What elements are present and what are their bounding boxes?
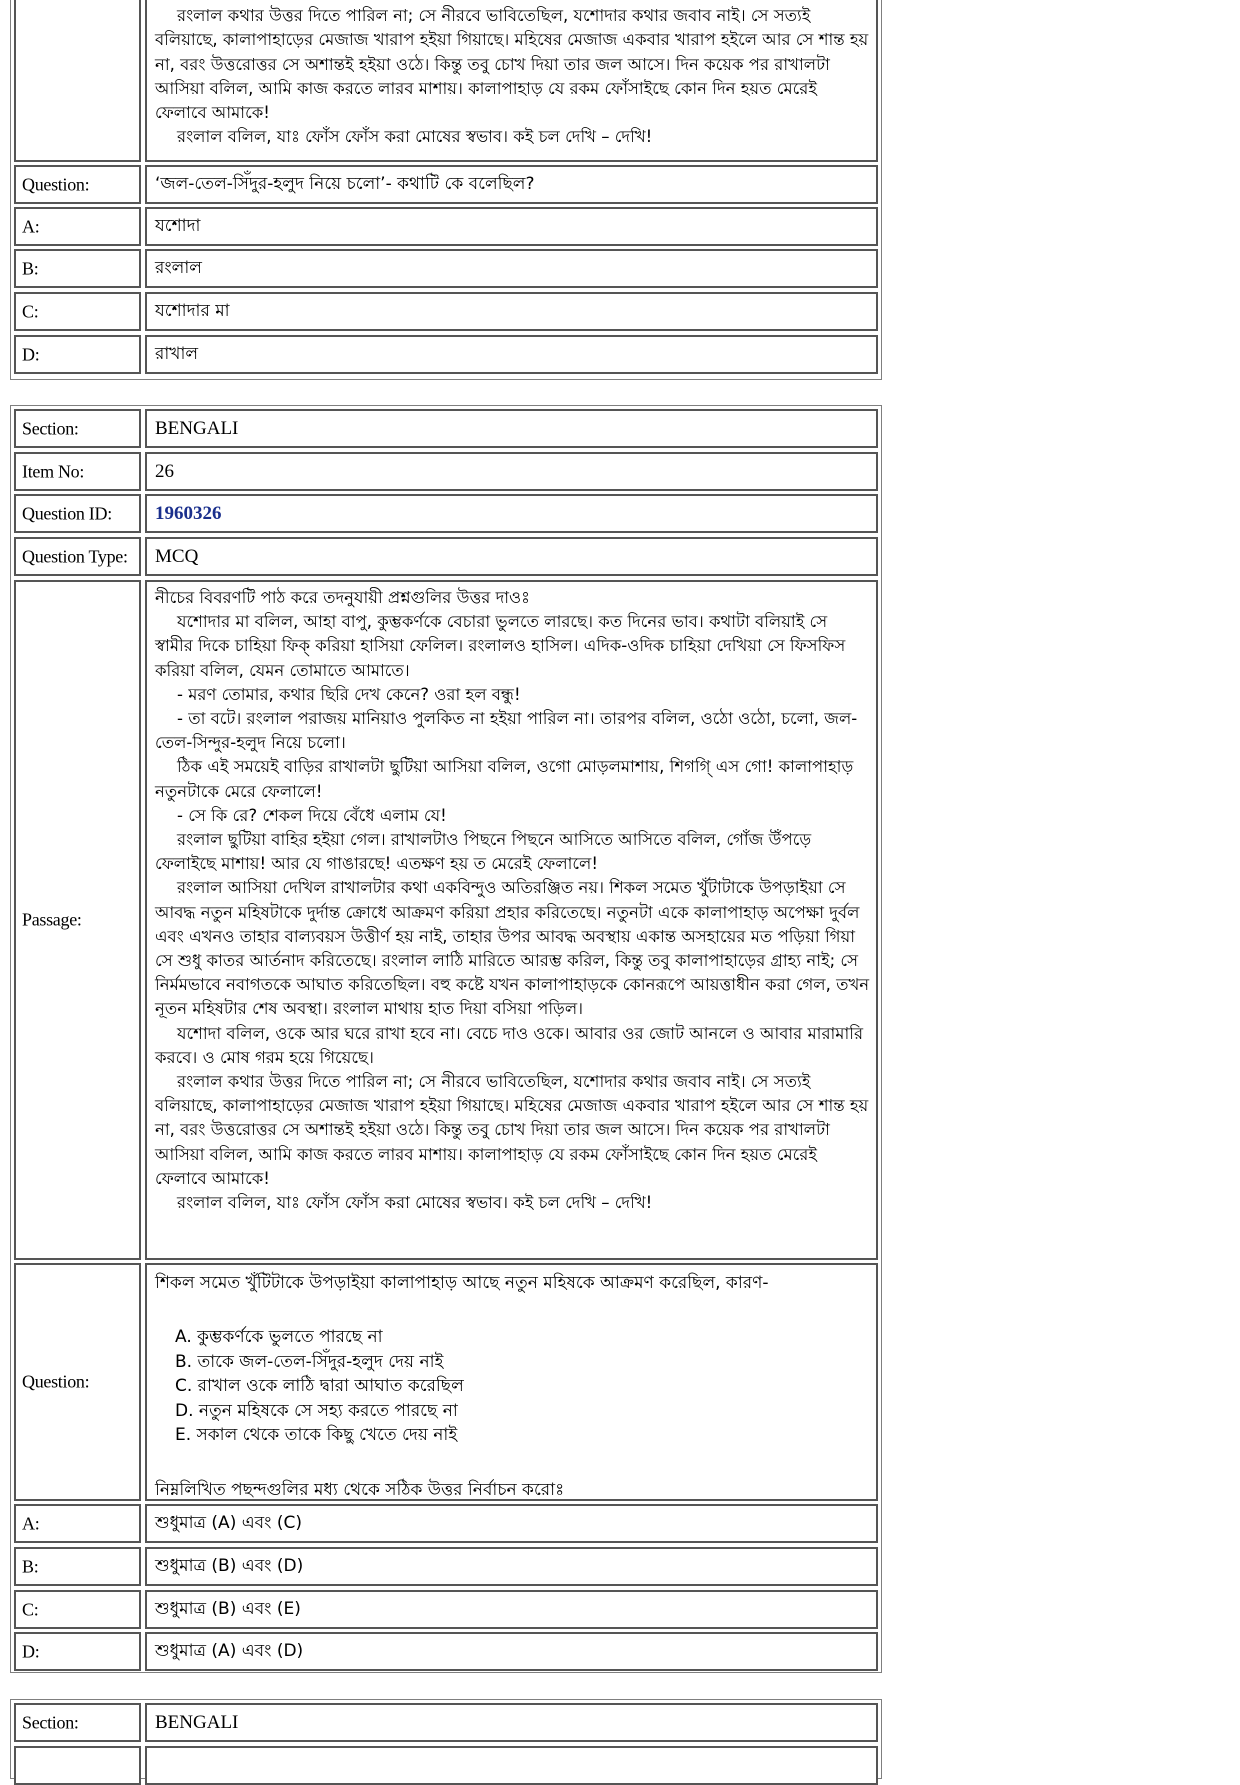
option-text: শুধুমাত্র (A) এবং (D) [155,1640,304,1661]
option-label-cell [14,207,141,246]
option-label-cell [14,1504,141,1543]
section-label-cell [14,1703,141,1742]
question-id-label-cell [14,494,141,533]
question-label: Question: [22,1371,90,1392]
passage-paragraph: - মরণ তোমার, কথার ছিরি দেখ কেনে? ওরা হল বন্ধু! [177,684,521,704]
passage-row [14,580,878,1260]
question-type-row [14,537,878,576]
option-cell [145,292,878,331]
question-text: ‘জল-তেল-সিঁদুর-হলুদ নিয়ে চলো’- কথাটি কে বলেছিল? [155,173,535,194]
section-value: BENGALI [155,417,239,439]
question-cell [145,1263,878,1501]
option-cell [145,249,878,288]
passage-paragraph: - তা বটে। রংলাল পরাজয় মানিয়াও পুলকিত না হইয়া পারিল না। তারপর বলিল, ওঠো ওঠো, চলো, জল-তেল-সিন্দুর-হলুদ নিয়ে চলো। [155,709,858,753]
item-no-cell [145,452,878,491]
passage-cell [145,580,878,1260]
item-no-label-cell [14,452,141,491]
option-label: A: [22,1513,40,1533]
option-text: শুধুমাত্র (B) এবং (E) [155,1598,301,1619]
passage-text [155,0,870,149]
passage-label-cell [14,580,141,1260]
question-statement: A. কুম্ভকর্ণকে ভুলতে পারছে না [175,1327,383,1347]
option-text: শুধুমাত্র (B) এবং (D) [155,1555,304,1576]
option-label-cell [14,1547,141,1586]
question-label-cell [14,1263,141,1501]
passage-paragraph: রংলাল বলিল, যাঃ ফোঁস ফোঁস করা মোষের স্বভাব। কই চল দেখি – দেখি! [177,1193,653,1213]
question-row [14,165,878,204]
option-cell [145,1547,878,1586]
option-label-cell [14,335,141,374]
section-value: BENGALI [155,1711,239,1733]
passage-paragraph: যশোদা বলিল, ওকে আর ঘরে রাখা হবে না। বেচে দাও ওকে। আবার ওর জোট আনলে ও আবার মারামারি করবে। ও মোষ গরম হয়ে গিয়েছে। [155,1023,864,1067]
question-id-row [14,494,878,533]
question-id-value: 1960326 [155,502,222,524]
question-block-previous [10,0,882,380]
option-row-a [14,1504,878,1543]
section-label: Section: [22,418,79,438]
question-cell [145,165,878,204]
option-label: D: [22,1641,40,1661]
option-row-d [14,1632,878,1671]
passage-label: Passage: [22,909,82,930]
item-no-value: 26 [155,460,174,482]
section-label-cell [14,409,141,448]
option-label-cell [14,1632,141,1671]
section-cell [145,409,878,448]
option-label-cell [14,292,141,331]
passage-paragraph: রংলাল কথার উত্তর দিতে পারিল না; সে নীরবে ভাবিতেছিল, যশোদার কথার জবাব নাই। সে সত্যই বলিয়াছে, কালাপাহাড়ের মেজাজ খারাপ হইয়া গিয়াছে। মহিষের মেজাজ একবার খারাপ হইলে আর সে শান্ত হয় না, বরং উত্তরোত্তর সে অশান্তই হইয়া ওঠে। কিন্তু তবু চোখ দিয়া তার জল আসে। দিন কয়েক পর রাখালটা আসিয়া বলিল, আমি কাজ করতে লারব মাশায়। কালাপাহাড় যে রকম ফোঁসাইছে কোন দিন হয়ত মেরেই ফেলাবে আমাকে! [155,6,869,123]
question-type-cell [145,537,878,576]
question-statement: D. নতুন মহিষকে সে সহ্য করতে পারছে না [175,1400,458,1421]
passage-label-cell [14,0,141,162]
question-label-cell [14,165,141,204]
passage-paragraph: রংলাল বলিল, যাঃ ফোঁস ফোঁস করা মোষের স্বভাব। কই চল দেখি – দেখি! [177,127,653,147]
passage-instruction: নীচের বিবরণটি পাঠ করে তদনুযায়ী প্রশ্নগুলির উত্তর দাওঃ [155,588,530,607]
item-no-label: Item No: [22,461,85,481]
question-id-cell [145,494,878,533]
question-statement: B. তাকে জল-তেল-সিঁদুর-হলুদ দেয় নাই [175,1351,444,1372]
option-text: যশোদা [155,215,201,236]
question-type-label-cell [14,537,141,576]
passage-paragraph: ঠিক এই সময়েই বাড়ির রাখালটা ছুটিয়া আসিয়া বলিল, ওগো মোড়লমাশায়, শিগগি্‌ এস গো! কালাপাহাড় নতুনটাকে মেরে ফেলালে! [155,757,854,801]
question-text [155,1271,870,1501]
option-label-cell [14,1590,141,1629]
question-label: Question: [22,174,90,194]
question-statement: C. রাখাল ওকে লাঠি দ্বারা আঘাত করেছিল [175,1376,464,1396]
section-row [14,409,878,448]
question-footer: নিম্নলিখিত পছন্দগুলির মধ্য থেকে সঠিক উত্তর নির্বাচন করোঃ [155,1479,565,1500]
passage-cell [145,0,878,162]
option-label: A: [22,216,40,236]
question-block-next [10,1699,882,1779]
passage-paragraph: রংলাল ছুটিয়া বাহির হইয়া গেল। রাখালটাও পিছনে পিছনে আসিতে আসিতে বলিল, গোঁজ উঁপড়ে ফেলাইছে মাশায়! আর যে গাঙারছে! এতক্ষণ হয় ত মেরেই ফেলালে! [155,830,812,874]
passage-row [14,0,878,162]
question-id-label: Question ID: [22,503,112,523]
option-label: C: [22,1599,39,1619]
passage-paragraph: রংলাল কথার উত্তর দিতে পারিল না; সে নীরবে ভাবিতেছিল, যশোদার কথার জবাব নাই। সে সত্যই বলিয়াছে, কালাপাহাড়ের মেজাজ খারাপ হইয়া গিয়াছে। মহিষের মেজাজ একবার খারাপ হইলে আর সে শান্ত হয় না, বরং উত্তরোত্তর সে অশান্তই হইয়া ওঠে। কিন্তু তবু চোখ দিয়া তার জল আসে। দিন কয়েক পর রাখালটা আসিয়া বলিল, আমি কাজ করতে লারব মাশায়। কালাপাহাড় যে রকম ফোঁসাইছে কোন দিন হয়ত মেরেই ফেলাবে আমাকে! [155,1072,869,1188]
option-text: শুধুমাত্র (A) এবং (C) [155,1512,302,1533]
option-cell [145,1504,878,1543]
question-intro: শিকল সমেত খুঁটিটাকে উপড়াইয়া কালাপাহাড় আছে নতুন মহিষকে আক্রমণ করেছিল, কারণ- [155,1273,769,1293]
question-type-value: MCQ [155,545,199,567]
question-block-item-26 [10,405,882,1673]
passage-paragraph: রংলাল আসিয়া দেখিল রাখালটার কথা একবিন্দুও অতিরঞ্জিত নয়। শিকল সমেত খুঁটাটাকে উপড়াইয়া সে আবদ্ধ নতুন মহিষটাকে দুর্দান্ত ক্রোধে আক্রমণ করিয়া প্রহার করিতেছে। নতুনটা একে কালাপাহাড় অপেক্ষা দুর্বল এবং এখনও তাহার বাল্যবয়স উত্তীর্ণ হয় নাই, তাহার উপর আবদ্ধ অবস্থায় একান্ত অসহায়ের মত পড়িয়া গিয়া সে শুধু কাতর আর্তনাদ করিতেছে। রংলাল লাঠি মারিতে আরম্ভ করিল, কিন্তু তবু কালাপাহাড়ের গ্রাহ্য নাই; সে নির্মমভাবে নবাগতকে আঘাত করিতেছিল। বহু কষ্টে যখন কালাপাহাড়কে কোনরূপে আয়ত্তাধীন করা গেল, তখন নূতন মহিষটার শেষ অবস্থা। রংলাল মাথায় হাত দিয়া বসিয়া পড়িল। [155,878,870,1019]
question-statement: E. সকাল থেকে তাকে কিছু খেতে দেয় নাই [175,1425,458,1445]
next-value-cell [145,1746,878,1785]
option-row-b [14,249,878,288]
option-row-a [14,207,878,246]
question-row [14,1263,878,1501]
option-label: B: [22,258,39,278]
option-cell [145,335,878,374]
option-text: যশোদার মা [155,300,230,321]
question-statement-list [175,1325,870,1448]
item-no-row [14,452,878,491]
option-label: C: [22,301,39,321]
option-row-b [14,1547,878,1586]
option-cell [145,1590,878,1629]
passage-paragraph: যশোদার মা বলিল, আহা বাপু, কুম্ভকর্ণকে বেচারা ভুলতে লারছে। কত দিনের ভাব। কথাটা বলিয়াই সে স্বামীর দিকে চাহিয়া ফিক্‌ করিয়া হাসিয়া ফেলিল। রংলালও হাসিল। এদিক-ওদিক চাহিয়া দেখিয়া সে ফিসফিস করিয়া বলিল, যেমন তোমাতে আমাতে। [155,612,846,680]
next-label-cell [14,1746,141,1785]
section-row [14,1703,878,1742]
option-text: রংলাল [155,257,202,278]
option-cell [145,1632,878,1671]
passage-text [155,586,870,1215]
section-label: Section: [22,1712,79,1732]
option-label: B: [22,1556,39,1576]
option-row-c [14,292,878,331]
section-cell [145,1703,878,1742]
option-label-cell [14,249,141,288]
option-row-d [14,335,878,374]
option-text: রাখাল [155,343,199,364]
option-label: D: [22,344,40,364]
option-row-c [14,1590,878,1629]
next-row [14,1746,878,1785]
option-cell [145,207,878,246]
question-type-label: Question Type: [22,546,128,566]
passage-paragraph: - সে কি রে? শেকল দিয়ে বেঁধে এলাম যে! [177,805,447,825]
